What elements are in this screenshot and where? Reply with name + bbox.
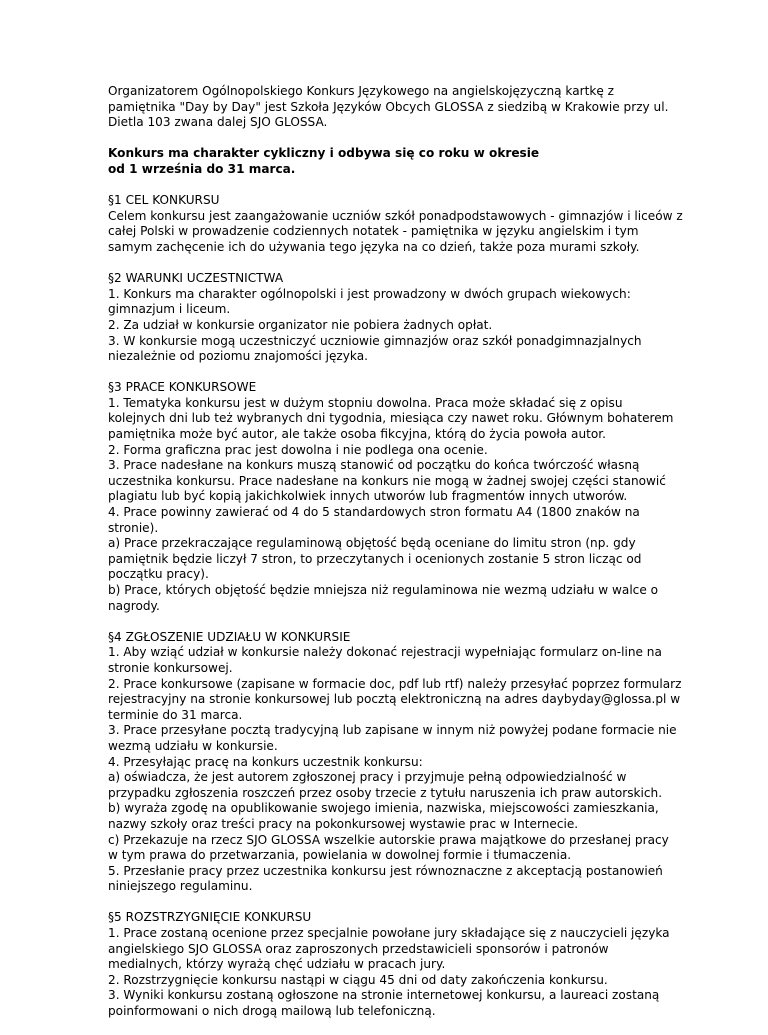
section-line: pamiętnik będzie liczył 7 stron, to przeczytanych i ocenionych zostanie 5 stron licząc od bbox=[108, 551, 642, 566]
section-line: niezależnie od poziomu znajomości języka. bbox=[108, 349, 368, 364]
section-line: medialnych, którzy wyrażą chęć udziału w pracach jury. bbox=[108, 957, 446, 972]
section-line: a) Prace przekraczające regulaminową objętość będą oceniane do limitu stron (np. gdy bbox=[108, 536, 636, 551]
section-line: przypadku zgłoszenia roszczeń przez osoby trzecie z tytułu naruszenia ich praw autorskich. bbox=[108, 785, 663, 800]
intro-line: pamiętnika "Day by Day" jest Szkoła Języków Obcych GLOSSA z siedzibą w Krakowie przy ul. bbox=[108, 99, 669, 114]
section-line: 1. Konkurs ma charakter ogólnopolski i jest prowadzony w dwóch grupach wiekowych: bbox=[108, 286, 631, 301]
section-line: stronie). bbox=[108, 520, 159, 535]
section-line: 1. Tematyka konkursu jest w dużym stopniu dowolna. Praca może składać się z opisu bbox=[108, 395, 623, 410]
section-line: terminie do 31 marca. bbox=[108, 707, 243, 722]
bold-notice bbox=[108, 146, 676, 177]
section-line: 3. Prace przesyłane pocztą tradycyjną lub zapisane w innym niż powyżej podane formacie nie bbox=[108, 723, 677, 738]
section-line: 3. Prace nadesłane na konkurs muszą stanowić od początku do końca twórczość własną bbox=[108, 458, 640, 473]
intro-paragraph bbox=[108, 84, 676, 131]
notice-line: Konkurs ma charakter cykliczny i odbywa się co roku w okresie bbox=[108, 146, 540, 161]
section-line: wezmą udziału w konkursie. bbox=[108, 738, 278, 753]
section-line: 5. Przesłanie pracy przez uczestnika konkursu jest równoznaczne z akceptacją postanowień bbox=[108, 863, 663, 878]
section-line: c) Przekazuje na rzecz SJO GLOSSA wszelkie autorskie prawa majątkowe do przesłanej pracy bbox=[108, 832, 669, 847]
section-3 bbox=[108, 380, 676, 614]
section-line: 1. Prace zostaną ocenione przez specjalnie powołane jury składające się z nauczycieli języka bbox=[108, 926, 670, 941]
section-5 bbox=[108, 910, 676, 1019]
section-line: 1. Aby wziąć udział w konkursie należy dokonać rejestracji wypełniając formularz on-line na bbox=[108, 645, 662, 660]
section-line: całej Polski w prowadzenie codziennych notatek - pamiętnika w języku angielskim i tym bbox=[108, 224, 639, 239]
intro-line: Organizatorem Ogólnopolskiego Konkurs Językowego na angielskojęzyczną kartkę z bbox=[108, 84, 614, 98]
section-line: niniejszego regulaminu. bbox=[108, 879, 253, 894]
section-line: 4. Przesyłając pracę na konkurs uczestnik konkursu: bbox=[108, 754, 423, 769]
section-line: a) oświadcza, że jest autorem zgłoszonej pracy i przyjmuje pełną odpowiedzialność w bbox=[108, 770, 627, 785]
section-heading: §2 WARUNKI UCZESTNICTWA bbox=[108, 271, 284, 286]
section-line: stronie konkursowej. bbox=[108, 660, 233, 675]
document-body bbox=[108, 84, 683, 1035]
section-heading: §3 PRACE KONKURSOWE bbox=[108, 380, 257, 395]
section-line: 3. W konkursie mogą uczestniczyć uczniowie gimnazjów oraz szkół ponadgimnazjalnych bbox=[108, 333, 642, 348]
section-line: angielskiego SJO GLOSSA oraz zaproszonych przedstawicieli sponsorów i patronów bbox=[108, 941, 609, 956]
section-line: gimnazjum i liceum. bbox=[108, 302, 231, 317]
section-line: w tym prawa do przetwarzania, powielania w dowolnej formie i tłumaczenia. bbox=[108, 848, 572, 863]
section-line: kolejnych dni lub też wybranych dni tygodnia, miesiąca czy nawet roku. Głównym bohaterem bbox=[108, 411, 674, 426]
section-1 bbox=[108, 193, 683, 255]
notice-line: od 1 września do 31 marca. bbox=[108, 161, 296, 176]
section-heading: §4 ZGŁOSZENIE UDZIAŁU W KONKURSIE bbox=[108, 629, 351, 644]
section-heading: §5 ROZSTRZYGNIĘCIE KONKURSU bbox=[108, 910, 312, 925]
section-line: pamiętnika może być autor, ale także osoba fikcyjna, którą do życia powoła autor. bbox=[108, 427, 606, 442]
section-line: Celem konkursu jest zaangażowanie uczniów szkół ponadpodstawowych - gimnazjów i liceów z bbox=[108, 208, 683, 223]
section-line: b) Prace, których objętość będzie mniejsza niż regulaminowa nie wezmą udziału w walce o bbox=[108, 583, 659, 597]
section-line: początku pracy). bbox=[108, 567, 209, 582]
section-line: 4. Prace powinny zawierać od 4 do 5 standardowych stron formatu A4 (1800 znaków na bbox=[108, 505, 640, 520]
section-line: 2. Rozstrzygnięcie konkursu nastąpi w ciągu 45 dni od daty zakończenia konkursu. bbox=[108, 972, 608, 987]
section-line: 3. Wyniki konkursu zostaną ogłoszone na stronie internetowej konkursu, a laureaci zostaną bbox=[108, 988, 660, 1003]
section-line: uczestnika konkursu. Prace nadesłane na konkurs nie mogą w żadnej swojej części stanowić bbox=[108, 473, 666, 488]
section-line: 2. Forma graficzna prac jest dowolna i nie podlega ona ocenie. bbox=[108, 442, 488, 457]
section-line: plagiatu lub być kopią jakichkolwiek innych utworów lub fragmentów innych utworów. bbox=[108, 489, 628, 504]
section-line: nagrody. bbox=[108, 598, 160, 613]
section-line: nazwy szkoły oraz treści pracy na pokonkursowej wystawie prac w Internecie. bbox=[108, 816, 579, 831]
section-4 bbox=[108, 629, 682, 895]
section-line: poinformowani o nich drogą mailową lub telefoniczną. bbox=[108, 1004, 436, 1019]
section-line: b) wyraża zgodę na opublikowanie swojego imienia, nazwiska, miejscowości zamieszkania, bbox=[108, 801, 659, 816]
intro-line: Dietla 103 zwana dalej SJO GLOSSA. bbox=[108, 115, 328, 130]
section-line: 2. Prace konkursowe (zapisane w formacie doc, pdf lub rtf) należy przesyłać poprzez formularz bbox=[108, 676, 682, 691]
section-line: samym zachęcenie ich do używania tego języka na co dzień, także poza murami szkoły. bbox=[108, 239, 640, 254]
section-heading: §1 CEL KONKURSU bbox=[108, 193, 220, 208]
section-line: rejestracyjny na stronie konkursowej lub pocztą elektroniczną na adres daybyday@glossa.pl w bbox=[108, 692, 681, 707]
section-2 bbox=[108, 271, 676, 365]
section-line: 2. Za udział w konkursie organizator nie pobiera żadnych opłat. bbox=[108, 317, 493, 332]
